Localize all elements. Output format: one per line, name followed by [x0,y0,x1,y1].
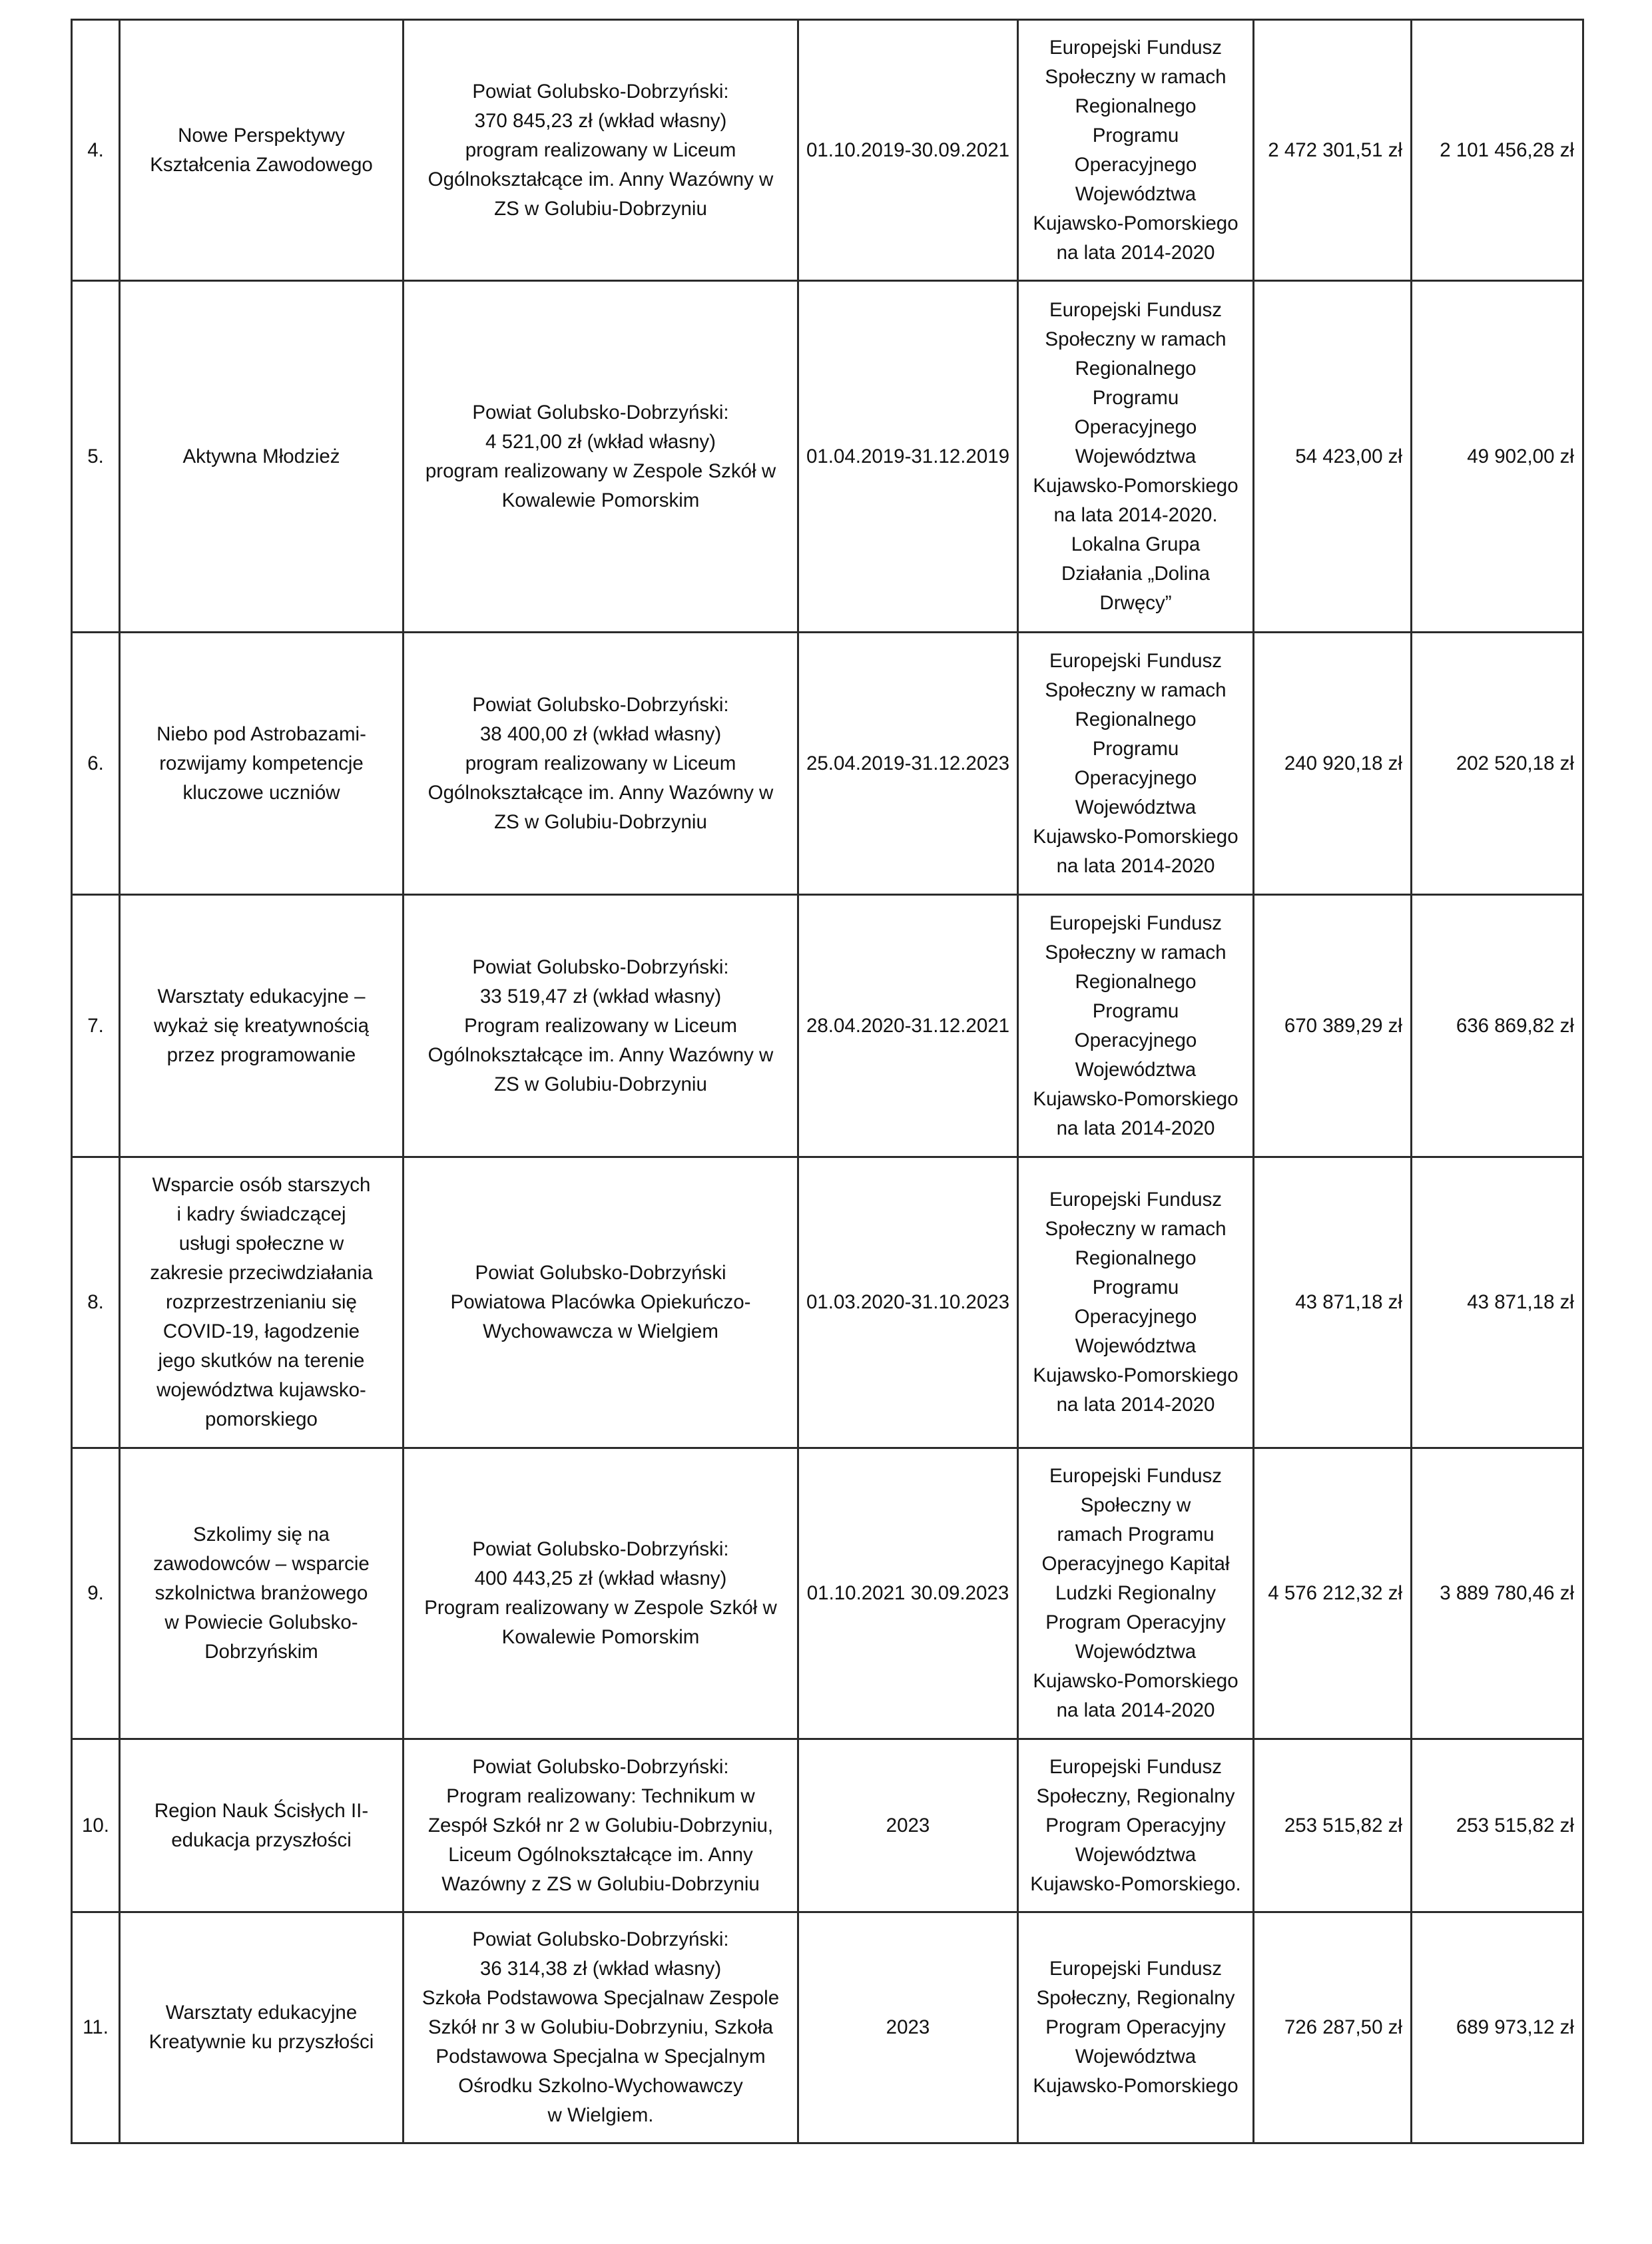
table-row [72,1448,1583,1739]
funding-amount: 689 973,12 zł [1412,1912,1583,2143]
project-period: 2023 [798,1912,1018,2143]
project-title: Wsparcie osób starszych i kadry świadczącej usługi społeczne w zakresie przeciwdziałania rozprzestrzenianiu się COVID-19, łagodzenie jego skutków na terenie województwa kujawsko- pomorskiego [120,1157,404,1448]
table-row [72,1157,1583,1448]
total-value: 2 472 301,51 zł [1254,20,1412,281]
table-row [72,20,1583,281]
project-title: Nowe Perspektywy Kształcenia Zawodowego [120,20,404,281]
project-period: 28.04.2020-31.12.2021 [798,895,1018,1157]
row-number: 7. [72,895,120,1157]
partner-contribution: Powiat Golubsko-Dobrzyński: 4 521,00 zł (wkład własny) program realizowany w Zespole Szkół w Kowalewie Pomorskim [404,281,798,633]
funding-amount: 253 515,82 zł [1412,1739,1583,1912]
funding-source: Europejski Fundusz Społeczny w ramach Regionalnego Programu Operacyjnego Województwa Kujawsko-Pomorskiego na lata 2014-2020 [1018,895,1254,1157]
partner-contribution: Powiat Golubsko-Dobrzyński Powiatowa Placówka Opiekuńczo- Wychowawcza w Wielgiem [404,1157,798,1448]
project-title: Warsztaty edukacyjne Kreatywnie ku przyszłości [120,1912,404,2143]
total-value: 253 515,82 zł [1254,1739,1412,1912]
row-number: 10. [72,1739,120,1912]
funding-amount: 202 520,18 zł [1412,633,1583,895]
funding-amount: 636 869,82 zł [1412,895,1583,1157]
funding-source: Europejski Fundusz Społeczny w ramach Regionalnego Programu Operacyjnego Województwa Kujawsko-Pomorskiego na lata 2014-2020 [1018,20,1254,281]
partner-contribution: Powiat Golubsko-Dobrzyński: Program realizowany: Technikum w Zespół Szkół nr 2 w Golubiu-Dobrzyniu, Liceum Ogólnokształcące im. Anny Wazówny z ZS w Golubiu-Dobrzyniu [404,1739,798,1912]
total-value: 4 576 212,32 zł [1254,1448,1412,1739]
project-title: Aktywna Młodzież [120,281,404,633]
funding-source: Europejski Fundusz Społeczny w ramach Programu Operacyjnego Kapitał Ludzki Regionalny Program Operacyjny Województwa Kujawsko-Pomorskiego na lata 2014-2020 [1018,1448,1254,1739]
total-value: 670 389,29 zł [1254,895,1412,1157]
project-period: 2023 [798,1739,1018,1912]
project-title: Niebo pod Astrobazami- rozwijamy kompetencje kluczowe uczniów [120,633,404,895]
project-title: Region Nauk Ścisłych II- edukacja przyszłości [120,1739,404,1912]
row-number: 11. [72,1912,120,2143]
project-period: 25.04.2019-31.12.2023 [798,633,1018,895]
funding-amount: 49 902,00 zł [1412,281,1583,633]
project-title: Szkolimy się na zawodowców – wsparcie szkolnictwa branżowego w Powiecie Golubsko- Dobrzyńskim [120,1448,404,1739]
table-row [72,1739,1583,1912]
projects-table [71,19,1584,2144]
funding-source: Europejski Fundusz Społeczny, Regionalny Program Operacyjny Województwa Kujawsko-Pomorskiego. [1018,1739,1254,1912]
table-row [72,895,1583,1157]
partner-contribution: Powiat Golubsko-Dobrzyński: 33 519,47 zł (wkład własny) Program realizowany w Liceum Ogólnokształcące im. Anny Wazówny w ZS w Golubiu-Dobrzyniu [404,895,798,1157]
project-period: 01.10.2021 30.09.2023 [798,1448,1018,1739]
project-title: Warsztaty edukacyjne – wykaż się kreatywnością przez programowanie [120,895,404,1157]
partner-contribution: Powiat Golubsko-Dobrzyński: 36 314,38 zł (wkład własny) Szkoła Podstawowa Specjalnaw Zespole Szkół nr 3 w Golubiu-Dobrzyniu, Szkoła Podstawowa Specjalna w Specjalnym Ośrodku Szkolno-Wychowawczy w Wielgiem. [404,1912,798,2143]
row-number: 9. [72,1448,120,1739]
table-row [72,633,1583,895]
funding-amount: 2 101 456,28 zł [1412,20,1583,281]
table-row [72,1912,1583,2143]
row-number: 5. [72,281,120,633]
table-row [72,281,1583,633]
funding-source: Europejski Fundusz Społeczny w ramach Regionalnego Programu Operacyjnego Województwa Kujawsko-Pomorskiego na lata 2014-2020 [1018,633,1254,895]
funding-amount: 43 871,18 zł [1412,1157,1583,1448]
funding-source: Europejski Fundusz Społeczny, Regionalny Program Operacyjny Województwa Kujawsko-Pomorskiego [1018,1912,1254,2143]
partner-contribution: Powiat Golubsko-Dobrzyński: 38 400,00 zł (wkład własny) program realizowany w Liceum Ogólnokształcące im. Anny Wazówny w ZS w Golubiu-Dobrzyniu [404,633,798,895]
funding-source: Europejski Fundusz Społeczny w ramach Regionalnego Programu Operacyjnego Województwa Kujawsko-Pomorskiego na lata 2014-2020. Lokalna Grupa Działania „Dolina Drwęcy” [1018,281,1254,633]
partner-contribution: Powiat Golubsko-Dobrzyński: 370 845,23 zł (wkład własny) program realizowany w Liceum Ogólnokształcące im. Anny Wazówny w ZS w Golubiu-Dobrzyniu [404,20,798,281]
funding-amount: 3 889 780,46 zł [1412,1448,1583,1739]
row-number: 4. [72,20,120,281]
partner-contribution: Powiat Golubsko-Dobrzyński: 400 443,25 zł (wkład własny) Program realizowany w Zespole Szkół w Kowalewie Pomorskim [404,1448,798,1739]
funding-source: Europejski Fundusz Społeczny w ramach Regionalnego Programu Operacyjnego Województwa Kujawsko-Pomorskiego na lata 2014-2020 [1018,1157,1254,1448]
total-value: 54 423,00 zł [1254,281,1412,633]
total-value: 726 287,50 zł [1254,1912,1412,2143]
row-number: 8. [72,1157,120,1448]
total-value: 240 920,18 zł [1254,633,1412,895]
total-value: 43 871,18 zł [1254,1157,1412,1448]
project-period: 01.10.2019-30.09.2021 [798,20,1018,281]
row-number: 6. [72,633,120,895]
project-period: 01.03.2020-31.10.2023 [798,1157,1018,1448]
project-period: 01.04.2019-31.12.2019 [798,281,1018,633]
